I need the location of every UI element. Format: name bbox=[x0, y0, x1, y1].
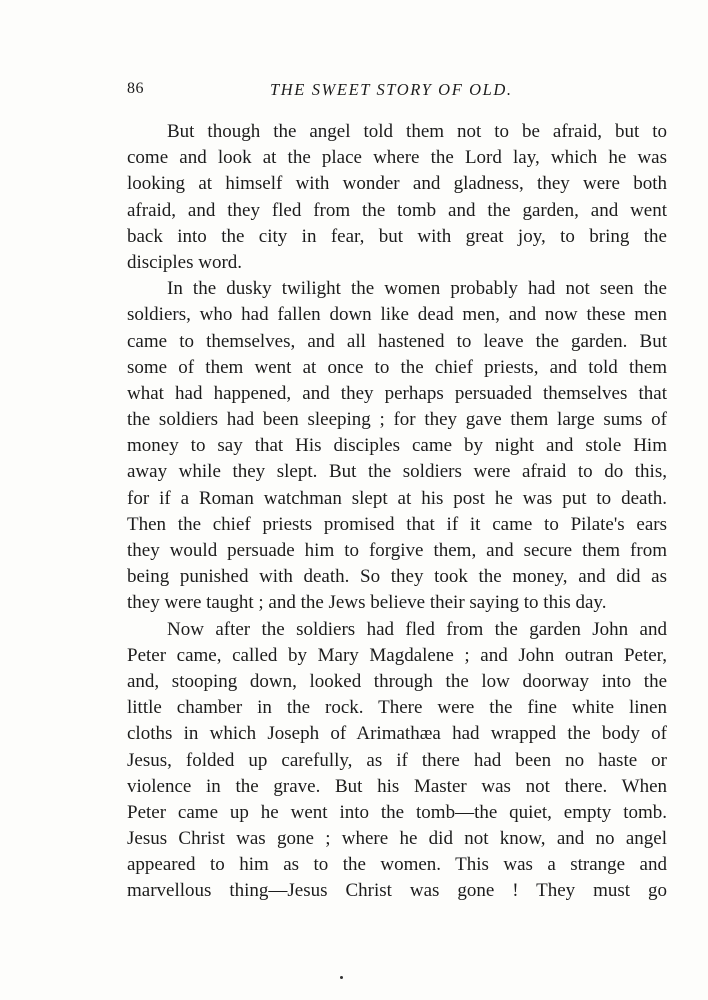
paragraph-3 bbox=[127, 617, 667, 905]
text-line: Peter came, called by Mary Magdalene ; and John outran Peter, bbox=[127, 644, 667, 666]
text-line: In the dusky twilight the women probably had not seen the bbox=[167, 278, 667, 300]
text-line: the soldiers had been sleeping ; for they gave them large sums of bbox=[127, 409, 667, 431]
paragraph-2 bbox=[127, 276, 667, 616]
text-line: disciples word. bbox=[127, 251, 243, 273]
text-line: come and look at the place where the Lord lay, which he was bbox=[127, 147, 667, 169]
text-line: Now after the soldiers had fled from the garden John and bbox=[167, 618, 667, 640]
running-title: THE SWEET STORY OF OLD. bbox=[270, 80, 513, 99]
paragraph-1 bbox=[127, 119, 667, 276]
page-number: 86 bbox=[127, 80, 144, 97]
text-line: But though the angel told them not to be afraid, but to bbox=[167, 121, 667, 142]
text-line: and, stooping down, looked through the low doorway into the bbox=[127, 670, 667, 692]
text-line: for if a Roman watchman slept at his post he was put to death. bbox=[127, 487, 667, 509]
text-line: what had happened, and they perhaps persuaded themselves that bbox=[127, 382, 667, 404]
text-line: looking at himself with wonder and gladness, they were both bbox=[127, 173, 667, 195]
running-head bbox=[127, 80, 667, 104]
text-line: they were taught ; and the Jews believe their saying to this day. bbox=[127, 592, 607, 614]
text-line: Jesus Christ was gone ; where he did not know, and no angel bbox=[127, 828, 667, 850]
text-line: soldiers, who had fallen down like dead men, and now these men bbox=[127, 304, 667, 326]
text-line: cloths in which Joseph of Arimathæa had wrapped the body of bbox=[127, 723, 667, 745]
text-line: Peter came up he went into the tomb—the quiet, empty tomb. bbox=[127, 801, 667, 823]
text-line: came to themselves, and all hastened to leave the garden. But bbox=[127, 330, 667, 352]
text-line: little chamber in the rock. There were the fine white linen bbox=[127, 697, 667, 719]
text-line: away while they slept. But the soldiers were afraid to do this, bbox=[127, 461, 667, 483]
text-line: they would persuade him to forgive them, and secure them from bbox=[127, 540, 667, 561]
text-line: being punished with death. So they took the money, and did as bbox=[127, 566, 667, 588]
text-line: appeared to him as to the women. This was a strange and bbox=[127, 854, 667, 876]
text-line: violence in the grave. But his Master was not there. When bbox=[127, 775, 667, 797]
text-line: Then the chief priests promised that if it came to Pilate's ears bbox=[127, 513, 667, 535]
text-line: some of them went at once to the chief priests, and told them bbox=[127, 356, 667, 378]
text-line: back into the city in fear, but with great joy, to bring the bbox=[127, 225, 667, 247]
text-line: money to say that His disciples came by night and stole Him bbox=[127, 435, 667, 457]
text-line: afraid, and they fled from the tomb and the garden, and went bbox=[127, 199, 667, 221]
text-line: marvellous thing—Jesus Christ was gone ! They must go bbox=[127, 880, 667, 902]
text-line: Jesus, folded up carefully, as if there had been no haste or bbox=[127, 749, 667, 771]
body-text bbox=[127, 119, 667, 905]
printer-mark bbox=[340, 976, 343, 979]
